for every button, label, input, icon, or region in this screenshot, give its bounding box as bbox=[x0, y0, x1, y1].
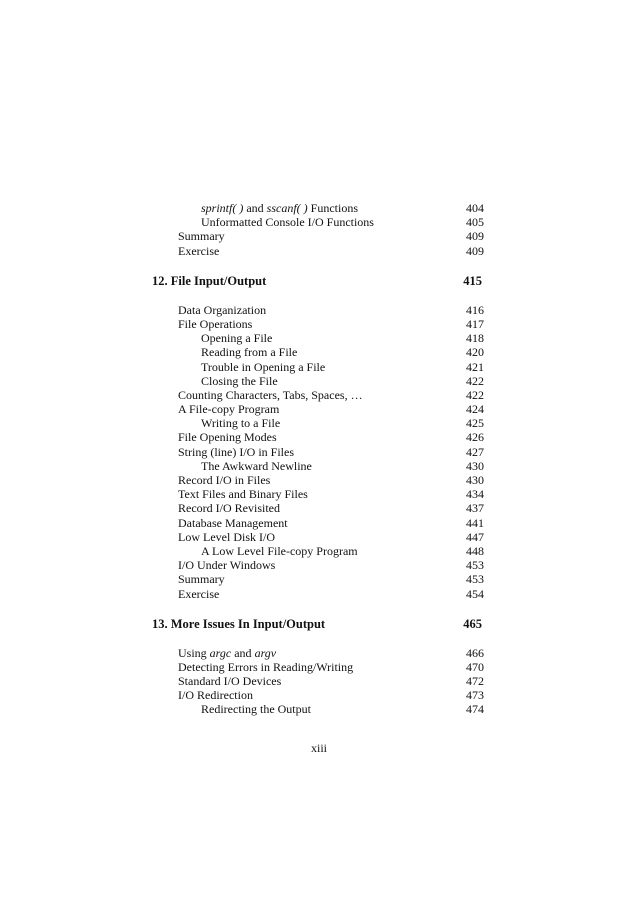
toc-entry-title: File Operations bbox=[178, 316, 253, 331]
toc-entry-page-number: 422 bbox=[466, 373, 484, 388]
toc-entry[interactable] bbox=[0, 345, 638, 359]
spacer bbox=[0, 634, 638, 646]
toc-entry-page-number: 405 bbox=[466, 215, 484, 230]
toc-entry[interactable] bbox=[0, 459, 638, 473]
spacer bbox=[0, 258, 638, 272]
toc-entry[interactable] bbox=[0, 646, 638, 660]
toc-entry-page-number: 404 bbox=[466, 201, 484, 215]
toc-entry-title: File Opening Modes bbox=[178, 430, 277, 445]
toc-entry[interactable] bbox=[0, 558, 638, 572]
toc-entry[interactable] bbox=[0, 530, 638, 544]
toc-entry-page-number: 427 bbox=[466, 444, 484, 459]
toc-entry-title: Redirecting the Output bbox=[201, 702, 311, 717]
toc-entry-title: String (line) I/O in Files bbox=[178, 444, 294, 459]
toc-entry-page-number: 422 bbox=[466, 387, 484, 402]
toc-group-chapter-12 bbox=[0, 303, 638, 601]
toc-entry-page-number: 430 bbox=[466, 458, 484, 473]
toc-entry[interactable] bbox=[0, 587, 638, 601]
spacer bbox=[0, 291, 638, 303]
toc-entry-title: Database Management bbox=[178, 515, 288, 530]
toc-entry-title: Opening a File bbox=[201, 331, 273, 346]
toc-entry[interactable] bbox=[0, 487, 638, 501]
toc-entry[interactable] bbox=[0, 416, 638, 430]
toc-entry-title: A File-copy Program bbox=[178, 402, 280, 417]
toc-group-chapter-11-tail bbox=[0, 201, 638, 258]
chapter-page-number: 415 bbox=[463, 273, 482, 288]
toc-entry-page-number: 416 bbox=[466, 302, 484, 317]
toc-entry-title: Trouble in Opening a File bbox=[201, 359, 326, 374]
toc-entry-title: sprintf( ) and sscanf( ) Functions bbox=[201, 201, 359, 215]
toc-entry-page-number: 474 bbox=[466, 702, 484, 717]
toc-entry-page-number: 424 bbox=[466, 402, 484, 417]
toc-entry[interactable] bbox=[0, 244, 638, 258]
toc-entry[interactable] bbox=[0, 688, 638, 702]
toc-entry-page-number: 473 bbox=[466, 688, 484, 703]
toc-entry-title: Record I/O Revisited bbox=[178, 501, 280, 516]
toc-entry[interactable] bbox=[0, 660, 638, 674]
toc-entry-title: Writing to a File bbox=[201, 416, 281, 431]
toc-entry[interactable] bbox=[0, 331, 638, 345]
toc-entry[interactable] bbox=[0, 516, 638, 530]
toc-entry[interactable] bbox=[0, 360, 638, 374]
toc-chapter-12[interactable] bbox=[0, 272, 638, 291]
toc-group-chapter-13 bbox=[0, 646, 638, 717]
toc-entry-page-number: 409 bbox=[466, 229, 484, 244]
toc-entry-page-number: 472 bbox=[466, 674, 484, 689]
toc-entry-page-number: 430 bbox=[466, 473, 484, 487]
toc-entry-page-number: 417 bbox=[466, 316, 484, 331]
toc-entry-page-number: 441 bbox=[466, 515, 484, 530]
toc-entry-page-number: 466 bbox=[466, 645, 484, 660]
toc-entry-title: Using argc and argv bbox=[178, 645, 277, 660]
toc-entry-title: Exercise bbox=[178, 586, 220, 601]
toc-entry-title: Summary bbox=[178, 572, 225, 587]
toc-chapter-13[interactable] bbox=[0, 615, 638, 634]
toc-entry[interactable] bbox=[0, 201, 638, 215]
toc-entry-page-number: 420 bbox=[466, 345, 484, 360]
toc-entry-title: Text Files and Binary Files bbox=[178, 487, 308, 502]
toc-entry[interactable] bbox=[0, 229, 638, 243]
toc-entry[interactable] bbox=[0, 544, 638, 558]
toc-entry[interactable] bbox=[0, 215, 638, 229]
toc-entry-title: Standard I/O Devices bbox=[178, 674, 282, 689]
toc-entry-page-number: 437 bbox=[466, 501, 484, 516]
toc-entry[interactable] bbox=[0, 445, 638, 459]
toc-entry-page-number: 453 bbox=[466, 572, 484, 587]
toc-entry[interactable] bbox=[0, 501, 638, 515]
toc-entry[interactable] bbox=[0, 473, 638, 487]
toc-entry-page-number: 448 bbox=[466, 543, 484, 558]
toc-entry-page-number: 418 bbox=[466, 331, 484, 346]
chapter-title: 12. File Input/Output bbox=[152, 273, 267, 288]
toc-entry-page-number: 470 bbox=[466, 659, 484, 674]
toc-entry-title: Data Organization bbox=[178, 302, 267, 317]
toc-entry[interactable] bbox=[0, 317, 638, 331]
toc-entry[interactable] bbox=[0, 388, 638, 402]
toc-entry-title: Exercise bbox=[178, 243, 220, 258]
toc-entry-title: Closing the File bbox=[201, 373, 278, 388]
toc-entry-title: Reading from a File bbox=[201, 345, 298, 360]
toc-entry-page-number: 426 bbox=[466, 430, 484, 445]
toc-entry-title: Unformatted Console I/O Functions bbox=[201, 215, 374, 230]
toc-entry-page-number: 421 bbox=[466, 359, 484, 374]
toc-entry-page-number: 409 bbox=[466, 243, 484, 258]
toc-entry-title: A Low Level File-copy Program bbox=[201, 543, 358, 558]
chapter-page-number: 465 bbox=[463, 616, 482, 631]
toc-entry[interactable] bbox=[0, 572, 638, 586]
toc-entry[interactable] bbox=[0, 430, 638, 444]
toc-entry-title: Low Level Disk I/O bbox=[178, 529, 275, 544]
toc-entry[interactable] bbox=[0, 674, 638, 688]
toc-entry-page-number: 454 bbox=[466, 586, 484, 601]
toc-entry-title: The Awkward Newline bbox=[201, 458, 312, 473]
toc-entry-page-number: 425 bbox=[466, 416, 484, 431]
table-of-contents bbox=[0, 201, 638, 717]
toc-entry-title: I/O Redirection bbox=[178, 688, 253, 703]
toc-entry-title: Summary bbox=[178, 229, 225, 244]
toc-entry-page-number: 453 bbox=[466, 558, 484, 573]
toc-entry[interactable] bbox=[0, 402, 638, 416]
toc-entry-title: I/O Under Windows bbox=[178, 558, 276, 573]
toc-entry-title: Detecting Errors in Reading/Writing bbox=[178, 659, 354, 674]
page-folio: xiii bbox=[310, 741, 327, 755]
toc-entry-title: Record I/O in Files bbox=[178, 473, 271, 487]
toc-entry-page-number: 434 bbox=[466, 487, 484, 502]
toc-entry[interactable] bbox=[0, 702, 638, 716]
toc-entry-page-number: 447 bbox=[466, 529, 484, 544]
toc-entry[interactable] bbox=[0, 303, 638, 317]
chapter-title: 13. More Issues In Input/Output bbox=[152, 616, 326, 631]
toc-entry-title: Counting Characters, Tabs, Spaces, … bbox=[178, 387, 363, 402]
spacer bbox=[0, 601, 638, 615]
toc-entry[interactable] bbox=[0, 374, 638, 388]
